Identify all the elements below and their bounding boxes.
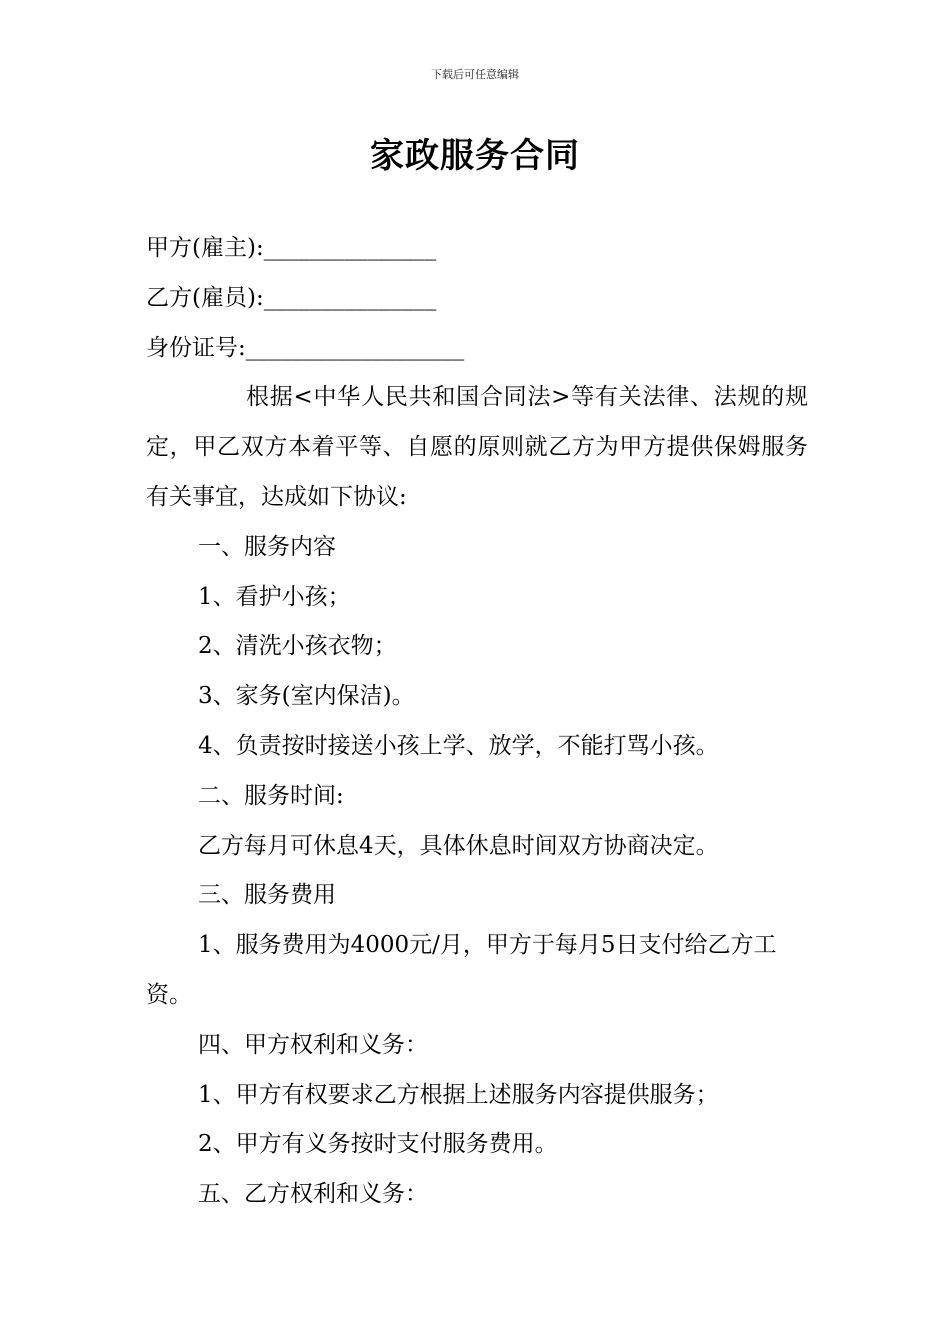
section-1-item: 4、负责按时接送小孩上学、放学，不能打骂小孩。 bbox=[198, 732, 719, 759]
id-number-field: 身份证号:___________________ bbox=[146, 334, 465, 361]
section-2-text: 乙方每月可休息4天，具体休息时间双方协商决定。 bbox=[198, 832, 719, 859]
section-4-heading: 四、甲方权利和义务： bbox=[198, 1031, 428, 1058]
section-3-heading: 三、服务费用 bbox=[198, 882, 336, 909]
section-5-heading: 五、乙方权利和义务： bbox=[198, 1181, 428, 1208]
section-1-item: 1、看护小孩； bbox=[198, 583, 351, 610]
section-1-item: 3、家务(室内保洁)。 bbox=[198, 683, 415, 710]
header-note: 下载后可任意编辑 bbox=[431, 68, 519, 81]
party-a-field: 甲方(雇主):_______________ bbox=[146, 235, 437, 261]
document-body bbox=[146, 224, 808, 1220]
section-4-item: 1、甲方有权要求乙方根据上述服务内容提供服务； bbox=[198, 1081, 719, 1108]
document-title: 家政服务合同 bbox=[370, 136, 580, 176]
section-2-heading: 二、服务时间: bbox=[198, 782, 344, 809]
section-1-heading: 一、服务内容 bbox=[198, 533, 336, 560]
section-4-item: 2、甲方有义务按时支付服务费用。 bbox=[198, 1131, 558, 1158]
party-b-field: 乙方(雇员):_______________ bbox=[146, 284, 437, 311]
section-3-text: 1、服务费用为4000元/月，甲方于每月5日支付给乙方工资。 bbox=[146, 932, 777, 1008]
section-1-item: 2、清洗小孩衣物； bbox=[198, 633, 397, 660]
preamble-paragraph: 根据<中华人民共和国合同法>等有关法律、法规的规定，甲乙双方本着平等、自愿的原则就乙方为甲方提供保姆服务有关事宜，达成如下协议: bbox=[146, 384, 808, 510]
